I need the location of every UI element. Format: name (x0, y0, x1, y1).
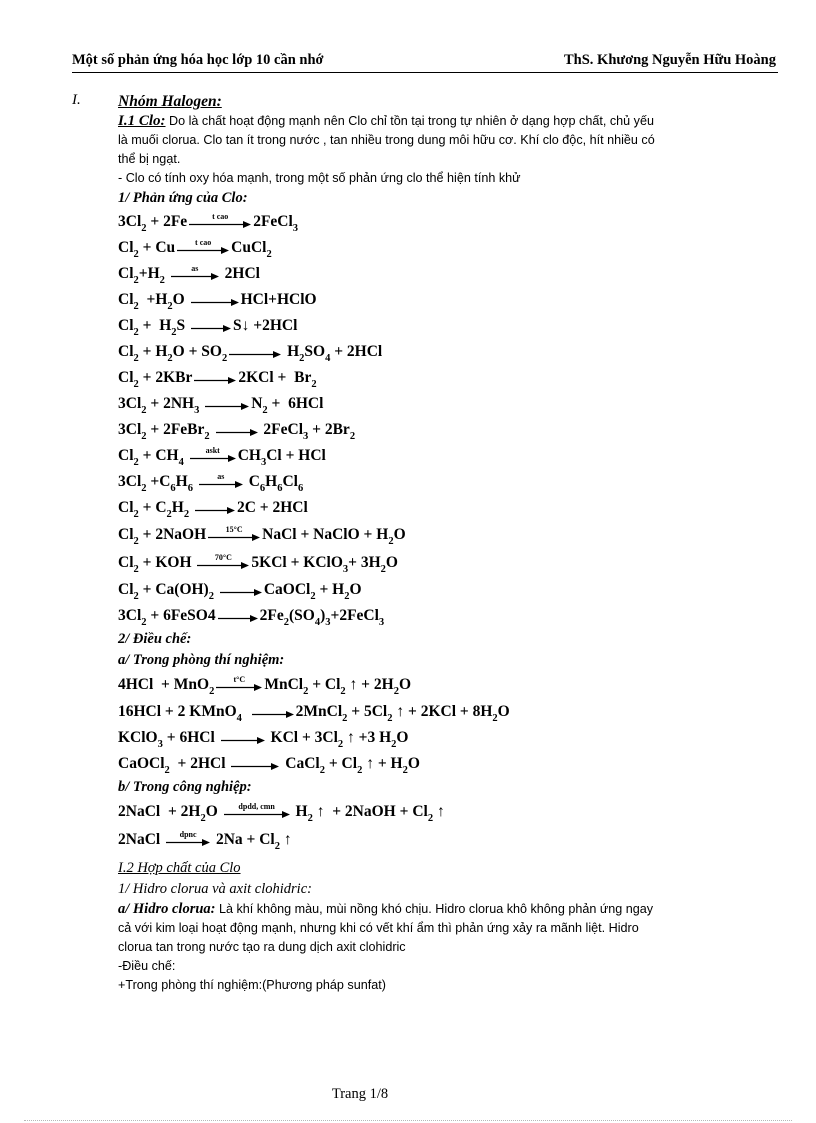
equation: Cl $_2$ + H $_2$ S S↓ +2HCl (118, 317, 298, 338)
header-author: ThS. Khương Nguyễn Hữu Hoàng (564, 52, 776, 68)
clo-label: I.1 Clo: (118, 113, 166, 129)
reaction-arrow (218, 606, 258, 622)
lab-heading: a/ Trong phòng thí nghiệm: (118, 652, 285, 668)
reaction-arrow: as (171, 264, 219, 280)
reaction-arrow (194, 368, 236, 384)
reaction-arrow: 15°C (208, 525, 260, 541)
clo-note: - Clo có tính oxy hóa mạnh, trong một số phản ứng clo thể hiện tính khử (118, 171, 521, 185)
reaction-arrow (220, 580, 262, 596)
equation: Cl $_2$ + H $_2$ O + SO $_2$ H $_2$ SO $_4$ + 2HCl (118, 343, 383, 364)
header-title: Một số phản ứng hóa học lớp 10 cần nhớ (72, 52, 324, 68)
clo-intro (118, 112, 752, 188)
equation: 3Cl $_2$ + 2NH $_3$ N $_2$ + 6HCl (118, 395, 324, 416)
equation: CaOCl $_2$ + 2HCl CaCl $_2$ + Cl $_2$ ↑ + H $_2$ O (118, 755, 420, 776)
reaction-arrow (216, 420, 258, 436)
reaction-arrow: t cao (189, 212, 251, 228)
equation: Cl $_2$ + 2NaOH 15°C NaCl + NaClO + H $_2$ O (118, 525, 406, 547)
reaction-arrow (231, 754, 279, 770)
equation: 3Cl $_2$ + 2FeBr $_2$ 2FeCl $_3$ + 2Br $_2$ (118, 421, 356, 442)
reaction-arrow (221, 728, 265, 744)
equation: Cl $_2$ +H $_2$ as 2HCl (118, 264, 260, 286)
reaction-arrow (191, 316, 231, 332)
reaction-arrow: askt (190, 446, 236, 462)
bottom-dotted-rule (24, 1120, 792, 1121)
header-divider (72, 72, 778, 73)
equation: 4HCl + MnO $_2$ t°C MnCl $_2$ + Cl $_2$ ↑ + 2H $_2$ O (118, 675, 411, 697)
equation: 2NaCl + 2H $_2$ O dpdd, cmn H $_2$ ↑ + 2NaOH + Cl $_2$ ↑ (118, 802, 445, 824)
equation: Cl $_2$ + Ca(OH) $_2$ CaOCl $_2$ + H $_2$ O (118, 581, 362, 602)
prep-heading: 2/ Điều chế: (118, 631, 192, 647)
compounds-sub1: 1/ Hidro clorua và axit clohidric: (118, 881, 312, 897)
equation: 3Cl $_2$ + 6FeSO4 2Fe $_2$ (SO $_4$ ) $_3$ +2FeCl $_3$ (118, 607, 385, 628)
hidro-line3: clorua tan trong nước tạo ra dung dịch axit clohidric (118, 940, 406, 954)
clo-intro-line1: Do là chất hoạt động mạnh nên Clo chỉ tồn tại trong tự nhiên ở dạng hợp chất, chủ yếu (165, 114, 654, 128)
hidro-clorua-label: a/ Hidro clorua: (118, 901, 216, 917)
industry-heading: b/ Trong công nghiệp: (118, 779, 252, 795)
equation: Cl $_2$ + C $_2$ H $_2$ 2C + 2HCl (118, 499, 308, 520)
clo-intro-line2: là muối clorua. Clo tan ít trong nước , tan nhiều trong dung môi hữu cơ. Khí clo độc, hít nhiều có (118, 133, 655, 147)
equation: 3Cl $_2$ + 2Fe t cao 2FeCl $_3$ (118, 212, 299, 234)
hidro-line2: cả với kim loại hoạt động mạnh, nhưng khi có vết khí ẩm thì phản ứng xảy ra mãnh liệt. Hidro (118, 921, 639, 935)
equation: 3Cl $_2$ +C $_6$ H $_6$ as C $_6$ H $_6$ Cl $_6$ (118, 472, 304, 494)
prep-label: -Điều chế: (118, 959, 176, 973)
equation: Cl $_2$ + CH $_4$ askt CH $_3$ Cl + HCl (118, 446, 326, 468)
hidro-line1: Là khí không màu, mùi nồng khó chịu. Hidro clorua khô không phản ứng ngay (215, 902, 654, 916)
reaction-arrow (191, 290, 239, 306)
reactions-heading: 1/ Phản ứng của Clo: (118, 190, 248, 206)
section-number: I. (72, 92, 81, 108)
page-number: Trang 1/8 (331, 1086, 389, 1102)
reaction-arrow (205, 394, 249, 410)
equation: Cl $_2$ +H $_2$ O HCl+HClO (118, 291, 317, 312)
reaction-arrow: t cao (177, 238, 229, 254)
equation: 2NaCl dpnc 2Na + Cl $_2$ ↑ (118, 830, 292, 852)
reaction-arrow: as (199, 472, 243, 488)
equation: Cl $_2$ + 2KBr 2KCl + Br $_2$ (118, 369, 317, 390)
clo-intro-line3: thể bị ngạt. (118, 152, 181, 166)
lab-method: +Trong phòng thí nghiệm:(Phương pháp sunfat) (118, 978, 386, 992)
reaction-arrow: dpdd, cmn (224, 802, 290, 818)
reaction-arrow: 70°C (197, 553, 249, 569)
equation: Cl $_2$ + KOH 70°C 5KCl + KClO $_3$ + 3H $_2$ O (118, 553, 398, 575)
reaction-arrow (252, 702, 294, 718)
reaction-arrow (229, 342, 281, 358)
section-title: Nhóm Halogen: (118, 93, 222, 110)
equation: Cl $_2$ + Cu t cao CuCl $_2$ (118, 238, 272, 260)
compounds-heading: I.2 Hợp chất của Clo (118, 860, 241, 876)
equation: 16HCl + 2 KMnO $_4$ 2MnCl $_2$ + 5Cl $_2$ ↑ + 2KCl + 8H $_2$ O (118, 703, 510, 724)
hidro-clorua-paragraph (118, 900, 752, 995)
reaction-arrow (195, 498, 235, 514)
equation: KClO $_3$ + 6HCl KCl + 3Cl $_2$ ↑ +3 H $_2$ O (118, 729, 409, 750)
reaction-arrow: t°C (216, 675, 262, 691)
main-content (118, 92, 752, 995)
reaction-arrow: dpnc (166, 830, 210, 846)
